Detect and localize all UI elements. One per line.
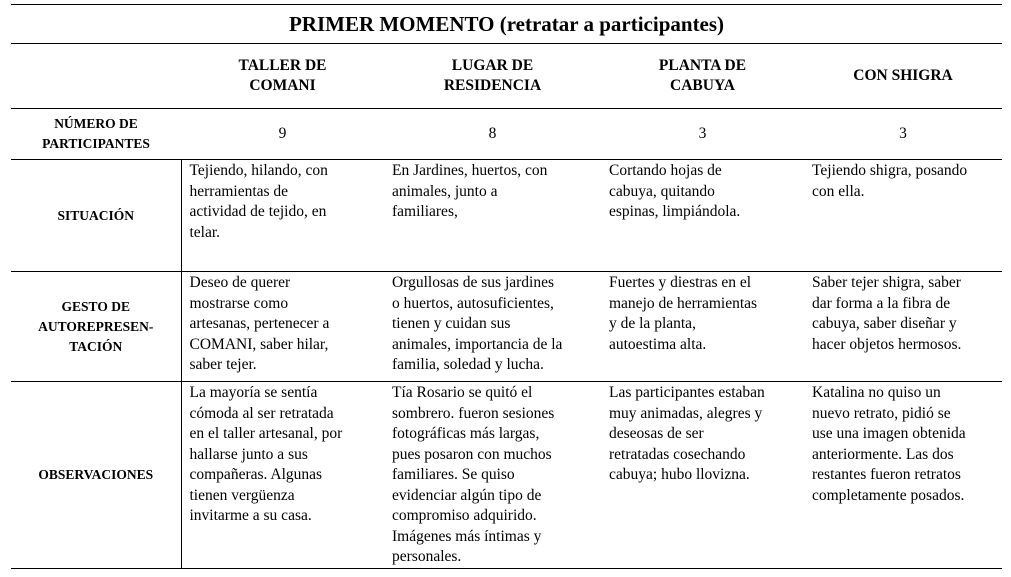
header-planta-cabuya: PLANTA DE CABUYA <box>601 44 804 109</box>
row-numero-participantes <box>11 109 1002 160</box>
cell-numero-shigra: 3 <box>804 109 1002 160</box>
cell-situacion-shigra: Tejiendo shigra, posando con ella. <box>804 160 1002 272</box>
cell-numero-cabuya: 3 <box>601 109 804 160</box>
row-gesto <box>11 272 1002 382</box>
cell-gesto-comani: Deseo de querer mostrarse como artesanas, pertenecer a COMANI, saber hilar, saber tejer. <box>181 272 384 382</box>
header-lugar-residencia: LUGAR DE RESIDENCIA <box>384 44 601 109</box>
row-label-observaciones: OBSERVACIONES <box>11 382 181 569</box>
row-label-numero: NÚMERO DE PARTICIPANTES <box>11 109 181 160</box>
cell-observaciones-residencia: Tía Rosario se quitó el sombrero. fueron sesiones fotográficas más largas, pues posaron con muchos familiares. Se quiso evidenciar algún tipo de compromiso adquirido. Imágenes más íntimas y personales. <box>384 382 601 569</box>
cell-observaciones-shigra: Katalina no quiso un nuevo retrato, pidió se use una imagen obtenida anteriormente. Las dos restantes fueron retratos completamente posados. <box>804 382 1002 569</box>
row-label-gesto: GESTO DE AUTOREPRESEN- TACIÓN <box>11 272 181 382</box>
table-title: PRIMER MOMENTO (retratar a participantes) <box>11 4 1002 44</box>
cell-gesto-shigra: Saber tejer shigra, saber dar forma a la fibra de cabuya, saber diseñar y hacer objetos hermosos. <box>804 272 1002 382</box>
row-observaciones <box>11 382 1002 569</box>
header-con-shigra: CON SHIGRA <box>804 44 1002 109</box>
cell-gesto-cabuya: Fuertes y diestras en el manejo de herramientas y de la planta, autoestima alta. <box>601 272 804 382</box>
cell-situacion-residencia: En Jardines, huertos, con animales, junto a familiares, <box>384 160 601 272</box>
header-empty <box>11 44 181 109</box>
cell-situacion-cabuya: Cortando hojas de cabuya, quitando espinas, limpiándola. <box>601 160 804 272</box>
cell-observaciones-comani: La mayoría se sentía cómoda al ser retratada en el taller artesanal, por hallarse junto a sus compañeras. Algunas tienen vergüenza invitarme a su casa. <box>181 382 384 569</box>
cell-numero-comani: 9 <box>181 109 384 160</box>
cell-observaciones-cabuya: Las participantes estaban muy animadas, alegres y deseosas de ser retratadas cosechando cabuya; hubo llovizna. <box>601 382 804 569</box>
header-row <box>11 44 1002 109</box>
participants-table <box>11 44 1002 569</box>
cell-gesto-residencia: Orgullosas de sus jardines o huertos, autosuficientes, tienen y cuidan sus animales, importancia de la familia, soledad y lucha. <box>384 272 601 382</box>
table-container <box>11 4 1002 569</box>
row-situacion <box>11 160 1002 272</box>
cell-situacion-comani: Tejiendo, hilando, con herramientas de actividad de tejido, en telar. <box>181 160 384 272</box>
cell-numero-residencia: 8 <box>384 109 601 160</box>
header-taller-comani: TALLER DE COMANI <box>181 44 384 109</box>
row-label-situacion: SITUACIÓN <box>11 160 181 272</box>
